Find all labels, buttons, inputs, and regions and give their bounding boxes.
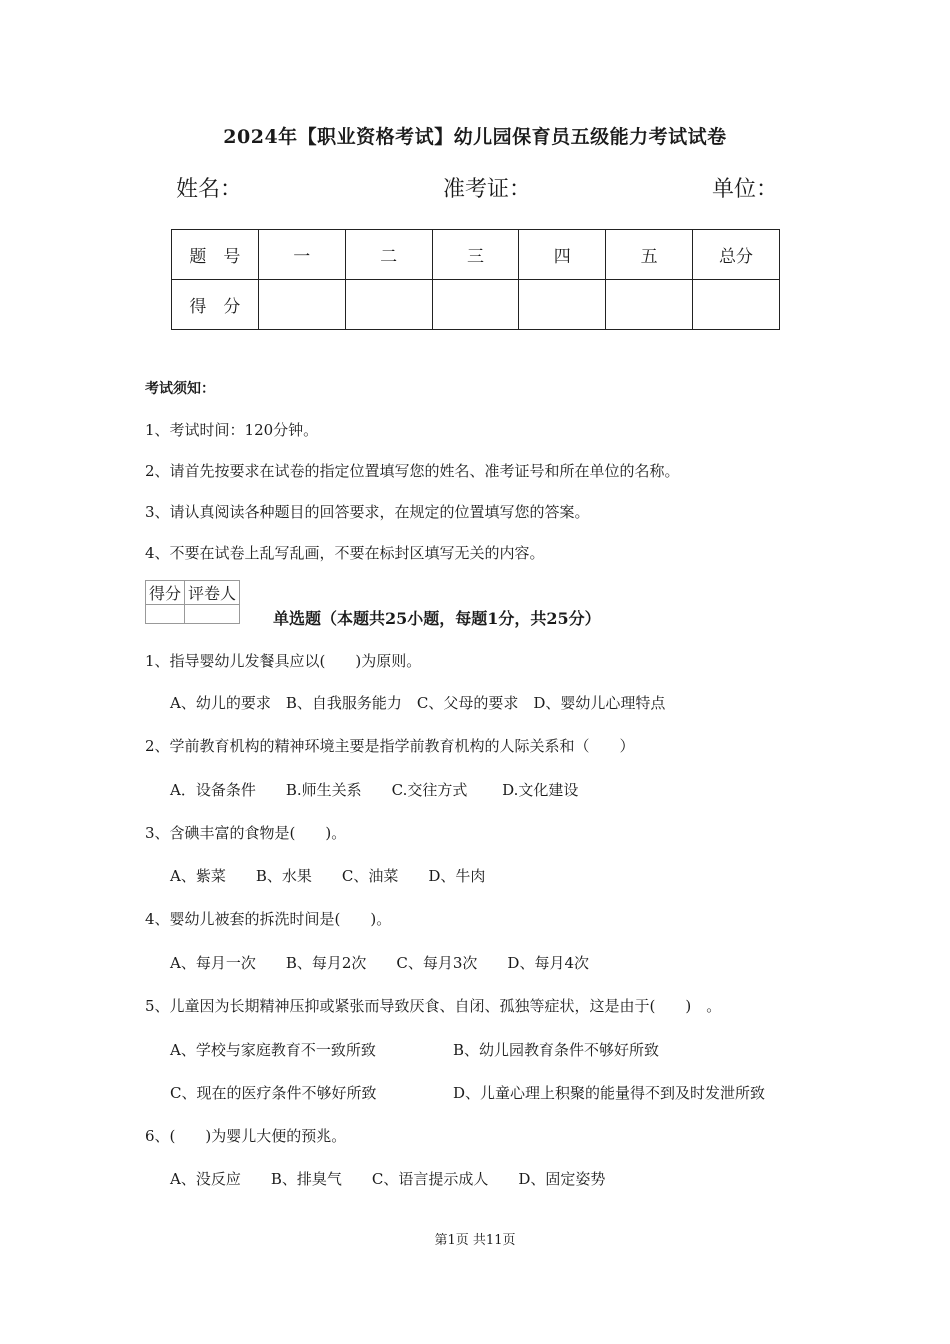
header-part-4: 四 [519,230,606,280]
exam-id-field-label: 准考证： [443,177,532,202]
score-cell [432,280,519,330]
header-part-5: 五 [606,230,693,280]
header-part-3: 三 [432,230,519,280]
question-4-options: A、每月一次 B、每月2次 C、每月3次 D、每月4次 [170,954,589,972]
question-2: 2、学前教育机构的精神环境主要是指学前教育机构的人际关系和（ ） [145,737,635,755]
question-3: 3、含碘丰富的食物是( )。 [145,824,347,842]
note-item: 4、不要在试卷上乱写乱画，不要在标封区填写无关的内容。 [145,544,545,562]
score-table-score-row [172,280,780,330]
score-cell [345,280,432,330]
grader-score-cell [146,605,185,624]
header-question-no: 题 号 [172,230,259,280]
score-cell [606,280,693,330]
question-5-option-a: A、学校与家庭教育不一致所致 [170,1041,376,1059]
score-cell [258,280,345,330]
score-table-header-row [172,230,780,280]
question-2-options: A．设备条件 B.师生关系 C.交往方式 D.文化建设 [170,781,579,799]
question-5-option-d: D、儿童心理上积聚的能量得不到及时发泄所致 [453,1084,766,1102]
page-footer: 第1页 共11页 [434,1233,516,1248]
score-row-label: 得 分 [172,280,259,330]
question-5: 5、儿童因为长期精神压抑或紧张而导致厌食、自闭、孤独等症状，这是由于( ) 。 [145,997,722,1015]
question-6-options: A、没反应 B、排臭气 C、语言提示成人 D、固定姿势 [170,1170,606,1188]
question-3-options: A、紫菜 B、水果 C、油菜 D、牛肉 [170,867,486,885]
name-field-label: 姓名： [176,177,243,202]
question-6: 6、( )为婴儿大便的预兆。 [145,1127,347,1145]
header-total: 总分 [693,230,780,280]
note-item: 1、考试时间：120分钟。 [145,421,319,439]
grader-name-cell [185,605,240,624]
score-cell [519,280,606,330]
unit-field-label: 单位： [712,177,779,202]
grader-name-label: 评卷人 [185,581,240,605]
question-5-option-b: B、幼儿园教育条件不够好所致 [453,1041,660,1059]
note-item: 2、请首先按要求在试卷的指定位置填写您的姓名、准考证号和所在单位的名称。 [145,462,680,480]
question-4: 4、婴幼儿被套的拆洗时间是( )。 [145,910,392,928]
header-part-2: 二 [345,230,432,280]
grader-score-label: 得分 [146,581,185,605]
question-5-option-c: C、现在的医疗条件不够好所致 [170,1084,377,1102]
grader-box [145,580,240,624]
score-cell [693,280,780,330]
notes-heading: 考试须知： [145,381,215,397]
section-title: 单选题（本题共25小题，每题1分，共25分） [273,609,601,628]
question-1-options: A、幼儿的要求 B、自我服务能力 C、父母的要求 D、婴幼儿心理特点 [170,694,666,712]
exam-title: 2024年【职业资格考试】幼儿园保育员五级能力考试试卷 [223,126,727,148]
score-table [171,229,780,330]
question-1: 1、指导婴幼儿发餐具应以( )为原则。 [145,652,422,670]
note-item: 3、请认真阅读各种题目的回答要求，在规定的位置填写您的答案。 [145,503,590,521]
header-part-1: 一 [258,230,345,280]
